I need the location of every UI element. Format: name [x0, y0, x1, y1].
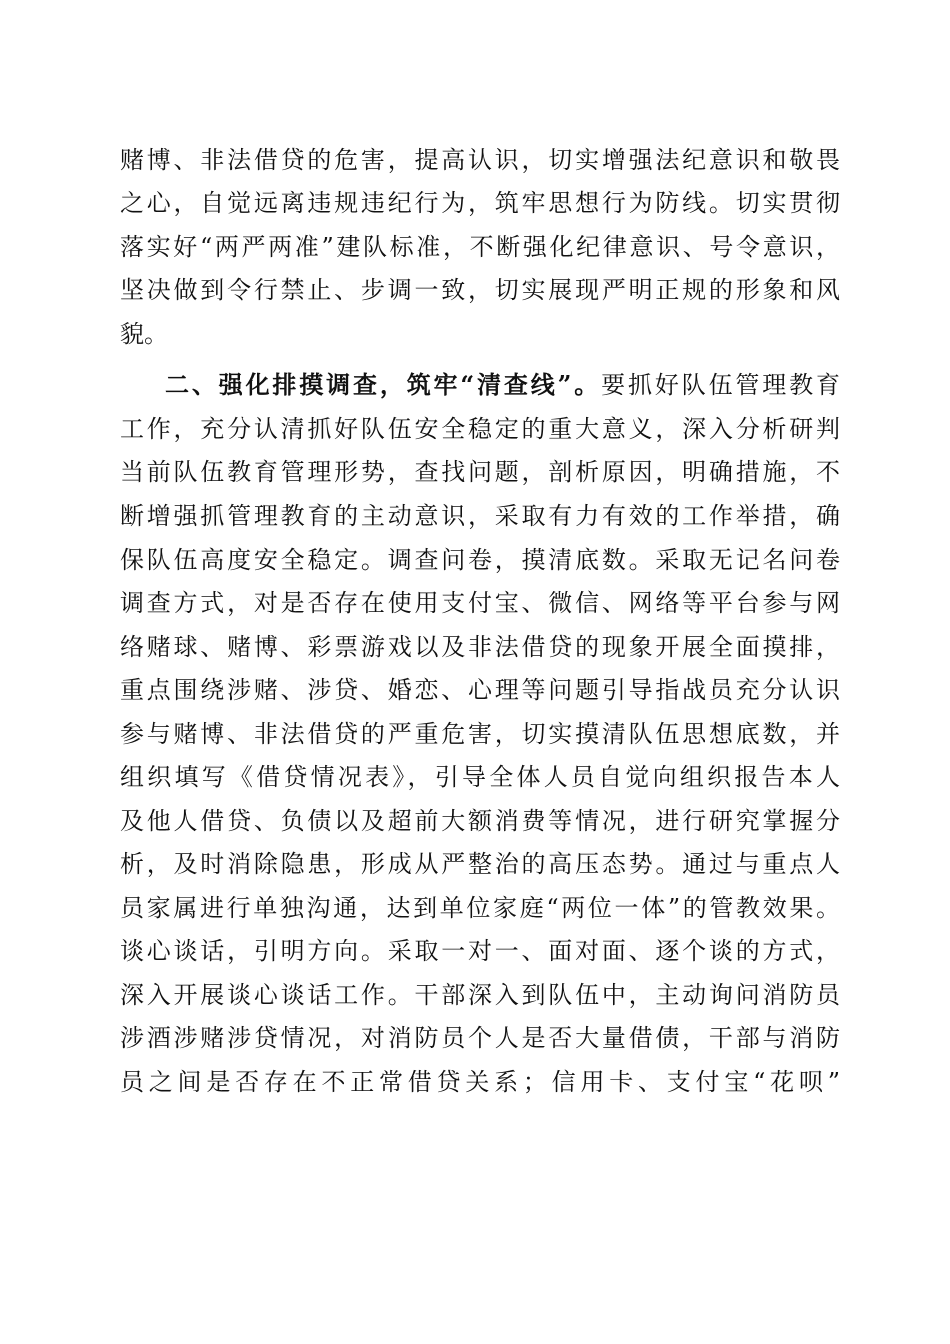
text-line: 赌博、非法借贷的危害，提高认识，切实增强法纪意识和敬畏	[120, 146, 840, 174]
text-line: 参与赌博、非法借贷的严重危害，切实摸清队伍思想底数，并	[120, 720, 840, 748]
text-line: 及他人借贷、负债以及超前大额消费等情况，进行研究掌握分	[120, 807, 840, 835]
text-line: 涉酒涉赌涉贷情况，对消防员个人是否大量借债，干部与消防	[120, 1024, 840, 1052]
text-line: 员之间是否存在不正常借贷关系；信用卡、支付宝“花呗”	[120, 1068, 840, 1096]
text-line: 之心，自觉远离违规违纪行为，筑牢思想行为防线。切实贯彻	[120, 189, 840, 217]
text-line: 组织填写《借贷情况表》，引导全体人员自觉向组织报告本人	[120, 763, 840, 791]
text-line: 谈心谈话，引明方向。采取一对一、面对面、逐个谈的方式，	[120, 937, 840, 965]
text-line: 重点围绕涉赌、涉贷、婚恋、心理等问题引导指战员充分认识	[120, 676, 840, 704]
text-line: 析，及时消除隐患，形成从严整治的高压态势。通过与重点人	[120, 850, 840, 878]
section-heading: 二、强化排摸调查，筑牢“清查线”。	[165, 370, 602, 399]
text-line: 当前队伍教育管理形势，查找问题，剖析原因，明确措施，不	[120, 458, 840, 486]
text-line: 坚决做到令行禁止、步调一致，切实展现严明正规的形象和风	[120, 276, 840, 304]
text-line: 工作，充分认清抓好队伍安全稳定的重大意义，深入分析研判	[120, 415, 840, 443]
text-line: 深入开展谈心谈话工作。干部深入到队伍中，主动询问消防员	[120, 981, 840, 1009]
text-line: 络赌球、赌博、彩票游戏以及非法借贷的现象开展全面摸排，	[120, 633, 840, 661]
text-line: 员家属进行单独沟通，达到单位家庭“两位一体”的管教效果。	[120, 894, 840, 922]
text-line: 断增强抓管理教育的主动意识，采取有力有效的工作举措，确	[120, 502, 840, 530]
section-heading-line	[165, 365, 840, 405]
text-line: 貌。	[120, 320, 168, 348]
heading-line-rest: 要抓好队伍管理教育	[601, 371, 840, 399]
text-line: 调查方式，对是否存在使用支付宝、微信、网络等平台参与网	[120, 589, 840, 617]
text-line: 保队伍高度安全稳定。调查问卷，摸清底数。采取无记名问卷	[120, 546, 840, 574]
text-line: 落实好“两严两准”建队标准，不断强化纪律意识、号令意识，	[120, 233, 840, 261]
